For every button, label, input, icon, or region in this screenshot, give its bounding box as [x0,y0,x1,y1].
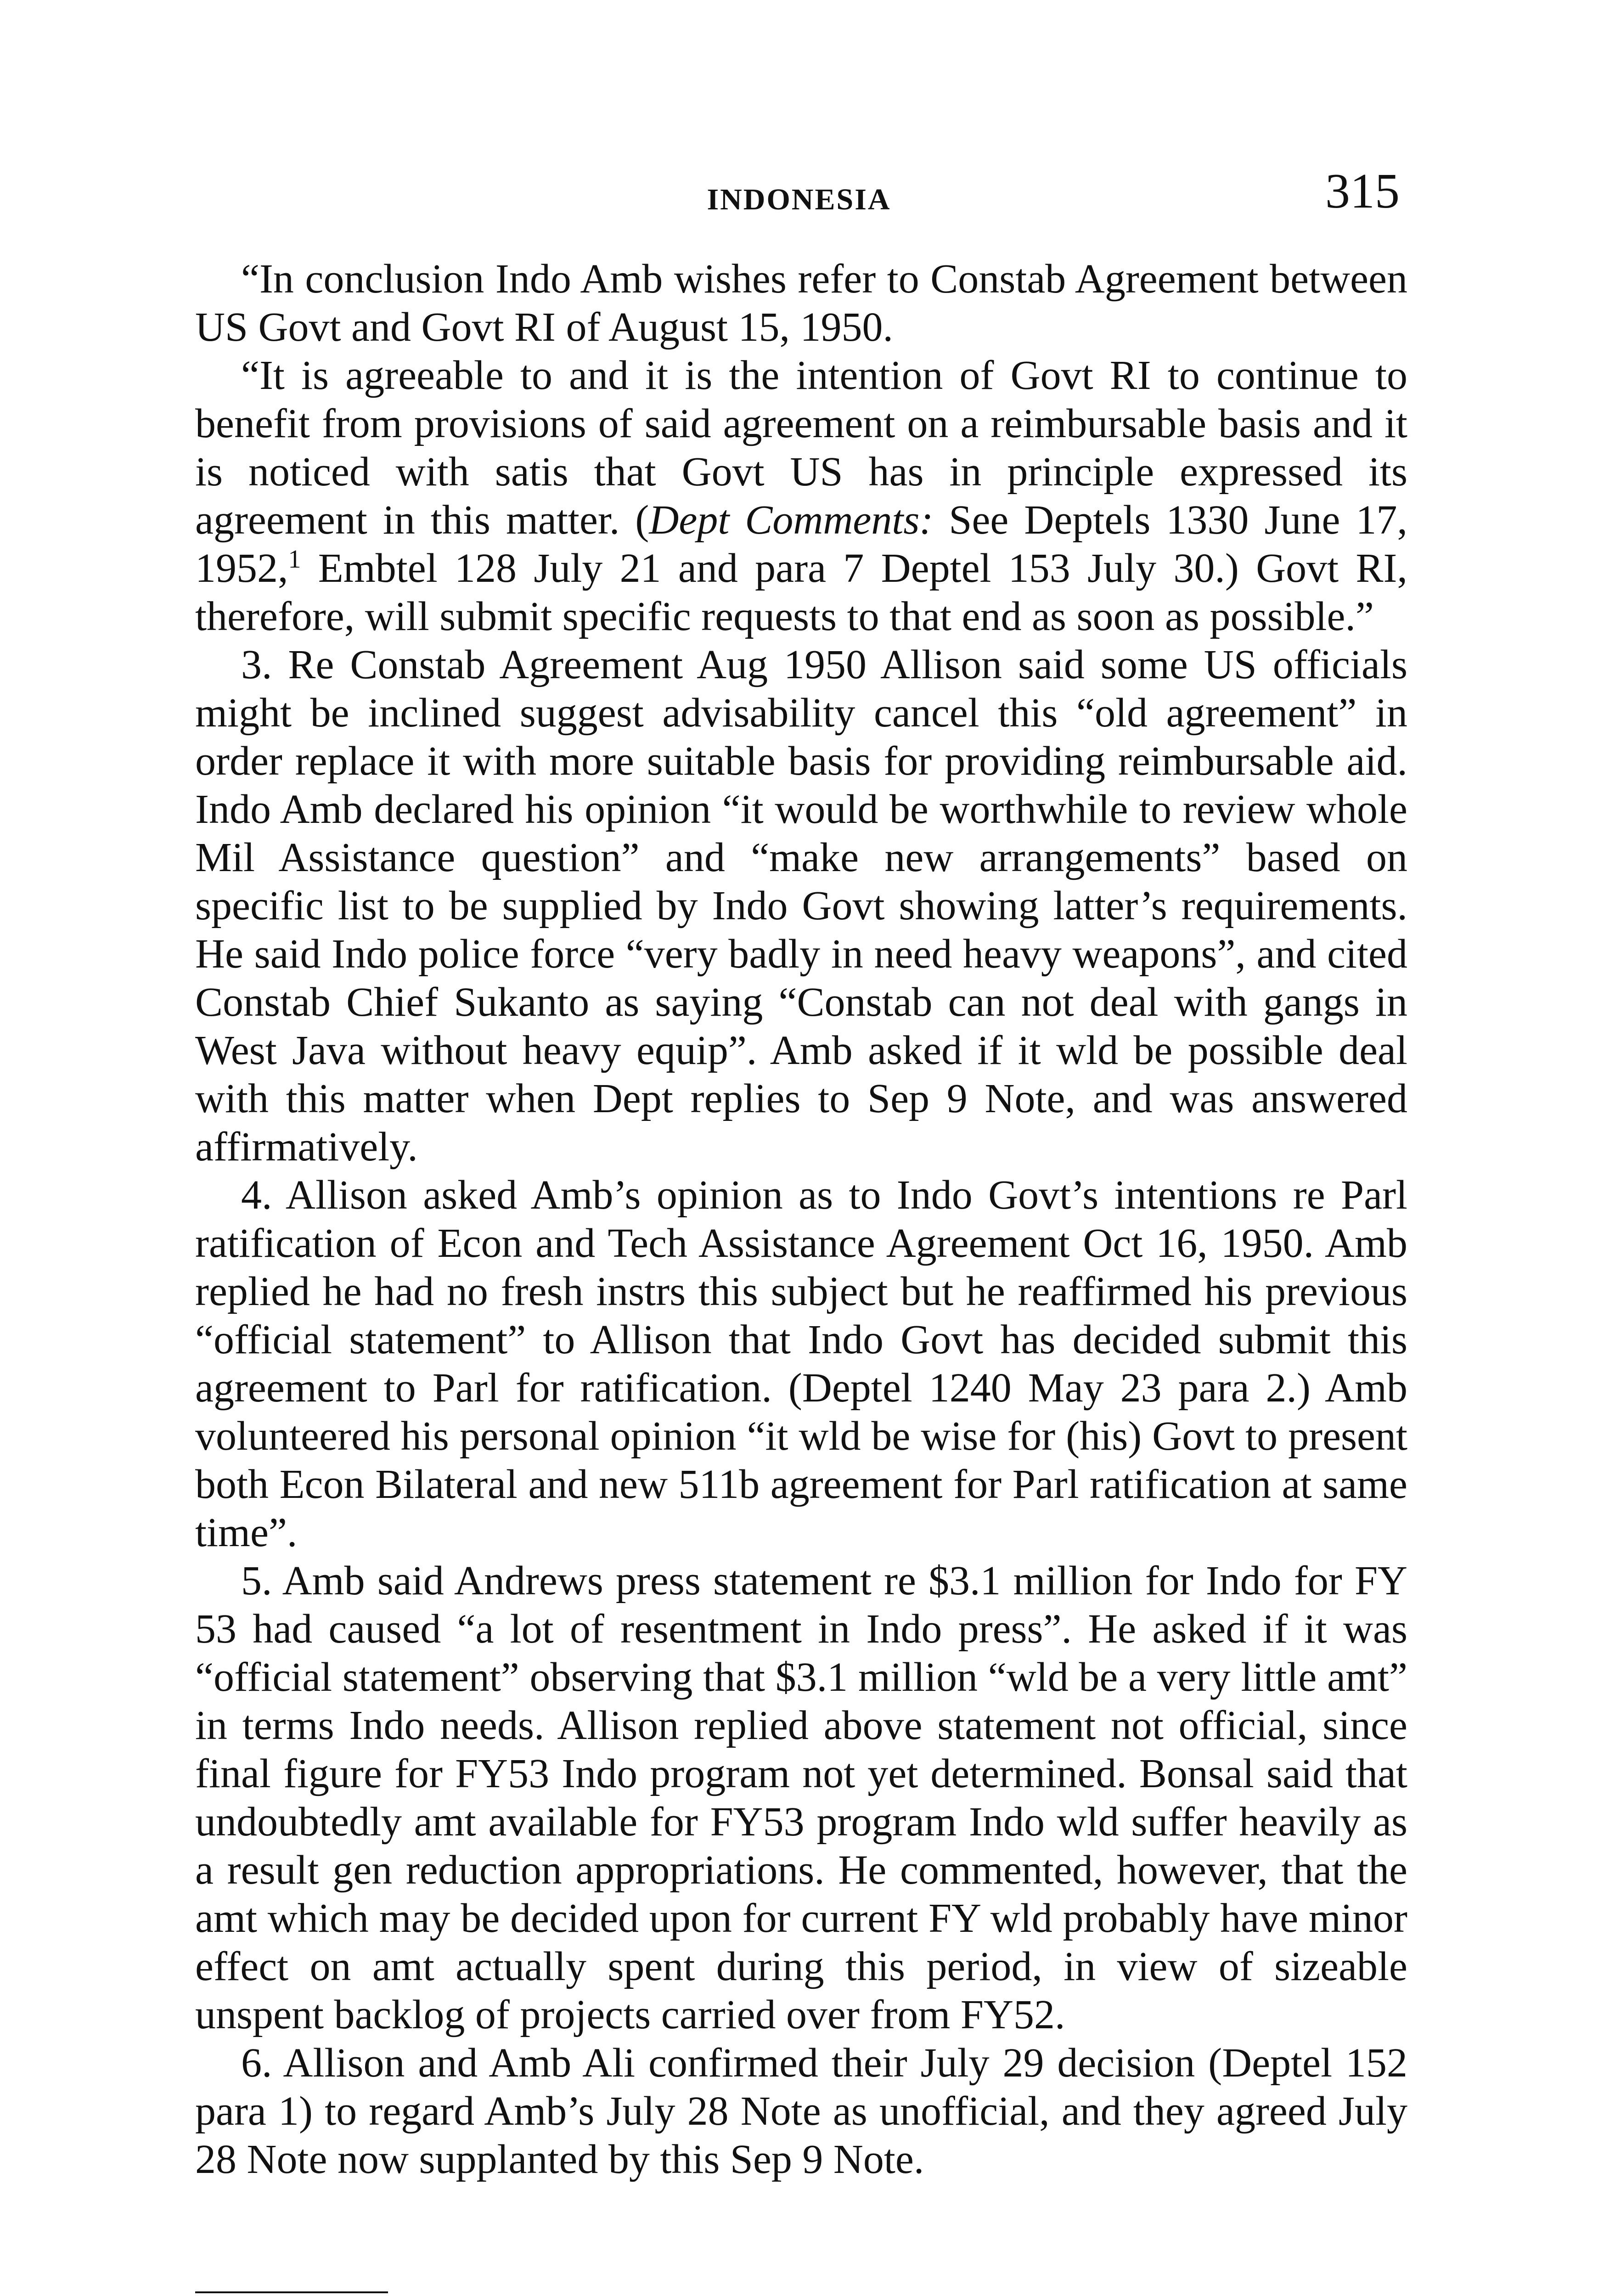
paragraph-item-3: 3. Re Constab Agreement Aug 1950 Allison said some US officials might be inclined suggest advisability cancel this “old agreement” in order replace it with more suitable basis for providing reimbursable aid. Indo Amb declared his opinion “it would be worthwhile to review whole Mil Assistance question” and “make new arrangements” based on specific list to be supplied by Indo Govt showing latter’s requirements. He said Indo police force “very badly in need heavy weapons”, and cited Constab Chief Sukanto as saying “Constab can not deal with gangs in West Java without heavy equip”. Amb asked if it wld be possible deal with this matter when Dept replies to Sep 9 Note, and was answered affirmatively. [195,642,1407,1170]
page-number: 315 [1325,164,1400,219]
paragraph-agreeable [195,351,1407,641]
paragraph-agreeable-text-3: Embtel 128 July 21 and para 7 Deptel 153 July 30.) Govt RI, therefore, will submit specific requests to that end as soon as possible.” [195,546,1407,639]
footnote-reference: 1 [288,545,301,574]
body-text [195,255,1407,2183]
paragraph-agreeable-text: “It is agreeable to and it is the intention of Govt RI to continue to benefit from provisions of said agreement on a reimbursable basis and it is noticed with satis that Govt US has in principle expressed its agreement in this matter. ( [195,353,1407,543]
running-title: INDONESIA [707,183,891,216]
paragraph-item-5: 5. Amb said Andrews press statement re $3.1 million for Indo for FY 53 had caused “a lot of resentment in Indo press”. He asked if it was “official statement” observing that $3.1 million “wld be a very little amt” in terms Indo needs. Allison replied above statement not official, since final figure for FY53 Indo program not yet determined. Bonsal said that undoubtedly amt available for FY53 program Indo wld suffer heavily as a result gen reduction appropriations. He commented, however, that the amt which may be decided upon for current FY wld probably have minor effect on amt actually spent during this period, in view of sizeable unspent backlog of projects carried over from FY52. [195,1558,1407,2037]
footnote-divider [195,2291,388,2293]
paragraph-conclusion: “In conclusion Indo Amb wishes refer to Constab Agreement between US Govt and Govt RI of August 15, 1950. [195,256,1407,350]
dept-comments-label: Dept Comments: [649,497,934,543]
paragraph-agreeable-text-2: See Deptels 1330 June 17, 1952, [195,497,1407,591]
running-head [193,163,1405,227]
paragraph-item-6: 6. Allison and Amb Ali confirmed their July 29 decision (Deptel 152 para 1) to regard Amb’s July 28 Note as unofficial, and they agreed July 28 Note now supplanted by this Sep 9 Note. [195,2040,1407,2182]
paragraph-item-4: 4. Allison asked Amb’s opinion as to Indo Govt’s intentions re Parl ratification of Econ and Tech Assistance Agreement Oct 16, 1950. Amb replied he had no fresh instrs this subject but he reaffirmed his previous “official statement” to Allison that Indo Govt has decided submit this agreement to Parl for ratification. (Deptel 1240 May 23 para 2.) Amb volunteered his personal opinion “it wld be wise for (his) Govt to present both Econ Bilateral and new 511b agreement for Parl ratification at same time”. [195,1172,1407,1555]
